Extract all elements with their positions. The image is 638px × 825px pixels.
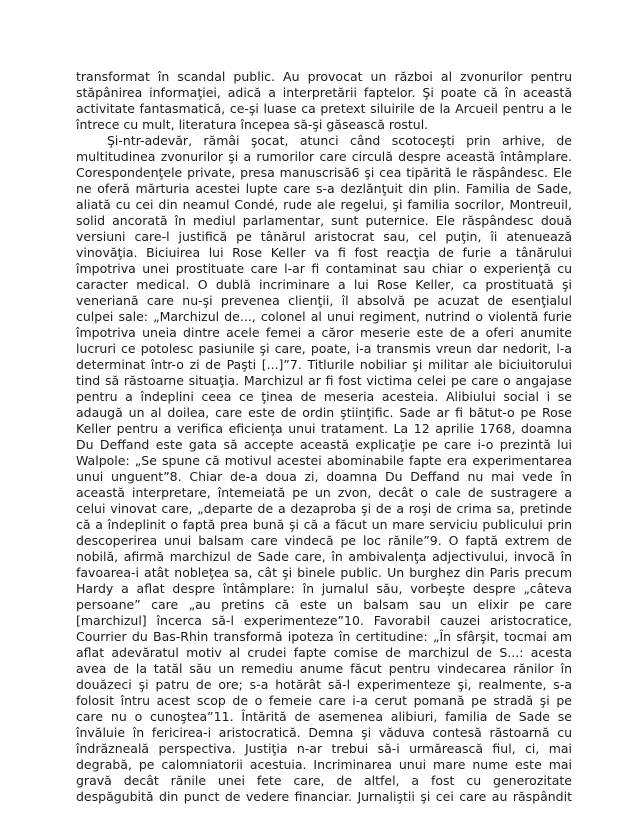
text-line: favoarea-i atât nobleţea sa, cât şi binele public. Un burghez din Paris precum [76,565,572,580]
text-line: descoperirea unui balsam care vindecă pe loc rănile”9. O faptă extrem de [76,533,572,548]
text-line: veneriană care nu-şi prevenea clienţii, îl absolvă pe acuzat de esenţialul [76,293,572,308]
text-line: solid ancorată în mediul parlamentar, sunt puternice. Ele răspândesc două [76,213,572,228]
text-line: că a îndeplinit o faptă prea bună şi că a făcut un mare serviciu publicului prin [76,517,572,532]
text-line: această interpretare, întemeiată pe un zvon, decât o cale de sustragere a [76,485,572,500]
text-line: Hardy a aflat despre întâmplare: în jurnalul său, vorbeşte despre „câteva [76,581,572,596]
text-line: folosit întru acest scop de o femeie care i-a cerut pomană pe stradă şi pe [76,693,572,708]
text-line: activitate fantasmatică, ce-şi luase ca pretext siluirile de la Arcueil pentru a le [76,101,572,116]
text-line: care nu o cunoştea”11. Întărită de asemenea alibiuri, familia de Sade se [76,709,572,724]
text-line: determinat într-o zi de Paşti [...]”7. Titlurile nobiliar şi militar ale biciuitorului [76,357,572,372]
text-line: douăzeci şi patru de ore; s-a hotărât să-l experimenteze şi, realmente, s-a [76,677,572,692]
text-line: vinovăţia. Biciuirea lui Rose Keller va fi fost reacţia de furie a tânărului [76,245,572,260]
text-line: pentru a îndeplini ceea ce ţinea de meseria acesteia. Alibiului social i se [76,389,572,404]
text-line: nobilă, afirmă marchizul de Sade care, în ambivalenţa adjectivului, invocă în [76,549,572,564]
text-line: Keller pentru a verifica eficienţa unui tratament. La 12 aprilie 1768, doamna [76,421,572,436]
text-line: culpei sale: „Marchizul de..., colonel al unui regiment, nutrind o violentă furie [76,309,572,324]
text-line: învăluie în fericirea-i aristocratică. Demna şi văduva contesă răstoarnă cu [76,725,572,740]
text-line: Şi-ntr-adevăr, rămâi şocat, atunci când scotoceşti prin arhive, de [107,133,572,148]
text-line: împotriva uneia dintre acele femei a căror meserie este de a oferi anumite [76,325,572,340]
text-line: transformat în scandal public. Au provocat un război al zvonurilor pentru [76,69,572,84]
text-line: adaugă un al doilea, care este de ordin ştiinţific. Sade ar fi bătut-o pe Rose [76,405,572,420]
text-line: tind să răstoarne situaţia. Marchizul ar fi fost victima celei pe care o angajase [76,373,572,388]
text-line: avea de la tatăl său un remediu anume făcut pentru vindecarea rănilor în [76,661,572,676]
text-line: ne oferă mărturia acestei lupte care s-a dezlănţuit din plin. Familia de Sade, [76,181,572,196]
text-line: unui unguent”8. Chiar de-a doua zi, doamna Du Deffand nu mai vede în [76,469,572,484]
text-line: persoane” care „au pretins că este un balsam sau un elixir pe care [76,597,572,612]
text-line: lucruri ce potolesc pasiunile şi care, poate, i-a transmis vreun dar nedorit, l-a [76,341,572,356]
paragraph-1 [76,69,572,133]
text-line: stăpânirea informaţiei, adică a interpretării faptelor. Şi poate că în această [76,85,572,100]
text-line: Corespondenţele private, presa manuscrisă6 şi cea tipărită le răspândesc. Ele [76,165,572,180]
text-line: multitudinea zvonurilor şi a rumorilor care circulă despre această întâmplare. [76,149,572,164]
text-line: întrece cu mult, literatura începea să-şi găsească rostul. [76,117,429,132]
text-line: versiuni care-l justifică pe tânărul aristocrat sau, cel puţin, îi atenuează [76,229,572,244]
paragraph-2 [76,133,572,805]
text-line: celui vinovat care, „departe de a dezaproba şi de a roşi de crima sa, pretinde [76,501,572,516]
text-line: Courrier du Bas-Rhin transformă ipoteza în certitudine: „În sfârşit, tocmai am [76,629,572,644]
text-line: îndrăzneală perspectiva. Justiţia n-ar trebui să-i urmărească fiul, ci, mai [76,741,572,756]
document-page [76,69,572,805]
text-line: gravă decât rănile unei fete care, de altfel, a fost cu generozitate [76,773,572,788]
text-line: despăgubită din punct de vedere financiar. Jurnaliştii şi cei care au răspândit [76,789,572,804]
text-line: aliată cu cei din neamul Condé, rude ale regelui, şi familia socrilor, Montreuil, [76,197,572,212]
text-line: [marchizul] încerca să-l experimenteze”10. Favorabil cauzei aristocratice, [76,613,572,628]
text-line: degrabă, pe calomniatorii acestuia. Incriminarea unui mare nume este mai [76,757,572,772]
text-line: împotriva unei prostituate care l-ar fi contaminat sau chiar o experienţă cu [76,261,572,276]
text-line: aflat adevăratul motiv al crudei fapte comise de marchizul de S...: acesta [76,645,572,660]
text-line: Walpole: „Se spune că motivul acestei abominabile fapte era experimentarea [76,453,572,468]
text-line: Du Deffand este gata să accepte această explicaţie pe care i-o prezintă lui [76,437,572,452]
text-line: caracter medical. O dublă incriminare a lui Rose Keller, ca prostituată şi [76,277,572,292]
